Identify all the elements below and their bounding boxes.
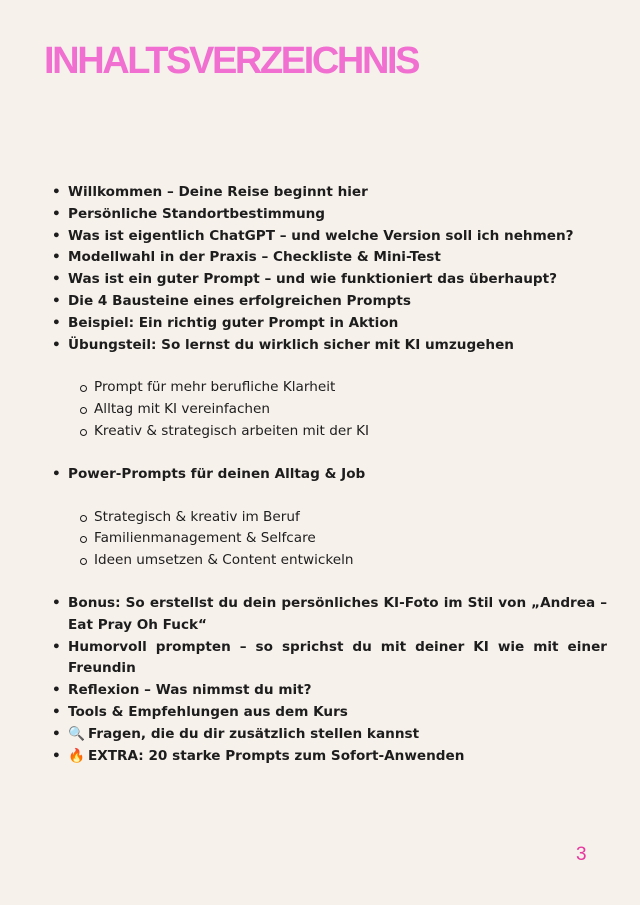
- toc-item-standortbestimmung: • Persönliche Standortbestimmung: [52, 204, 607, 226]
- toc-item-guter-prompt: • Was ist ein guter Prompt – und wie funktioniert das überhaupt?: [52, 269, 607, 291]
- toc-item-chatgpt-version: • Was ist eigentlich ChatGPT – und welche Version soll ich nehmen?: [52, 226, 607, 248]
- toc-item-modellwahl: • Modellwahl in der Praxis – Checkliste & Mini-Test: [52, 247, 607, 269]
- toc-subitem: Familienmanagement & Selfcare: [94, 528, 607, 550]
- toc-subitem: Prompt für mehr berufliche Klarheit: [94, 377, 607, 399]
- toc-subitem: Alltag mit KI vereinfachen: [94, 399, 607, 421]
- toc-item-uebungsteil: • Übungsteil: So lernst du wirklich sicher mit KI umzugehen: [52, 335, 607, 357]
- toc-item-extra: [52, 746, 607, 768]
- toc-item-fragen-label: Fragen, die du dir zusätzlich stellen kannst: [88, 725, 420, 742]
- page-number: 3: [576, 844, 587, 865]
- toc-item-beispiel: • Beispiel: Ein richtig guter Prompt in Aktion: [52, 313, 607, 335]
- toc-item-humorvoll: • Humorvoll prompten – so sprichst du mit deiner KI wie mit einer Freundin: [52, 637, 607, 681]
- magnifier-icon: 🔍: [68, 725, 85, 742]
- toc-item-willkommen: • Willkommen – Deine Reise beginnt hier: [52, 182, 607, 204]
- toc-item-fragen: [52, 724, 607, 746]
- table-of-contents: [52, 182, 607, 767]
- toc-subitem: Kreativ & strategisch arbeiten mit der KI: [94, 421, 607, 443]
- toc-subitem: Strategisch & kreativ im Beruf: [94, 507, 607, 529]
- toc-item-extra-label: EXTRA: 20 starke Prompts zum Sofort-Anwenden: [88, 747, 465, 764]
- toc-sublist-uebungsteil: [52, 377, 607, 442]
- toc-item-bausteine: • Die 4 Bausteine eines erfolgreichen Prompts: [52, 291, 607, 313]
- fire-icon: 🔥: [68, 747, 85, 764]
- toc-subitem: Ideen umsetzen & Content entwickeln: [94, 550, 607, 572]
- page-title: INHALTSVERZEICHNIS: [44, 40, 419, 82]
- toc-sublist-power-prompts: [52, 507, 607, 572]
- toc-item-bonus: • Bonus: So erstellst du dein persönliches KI-Foto im Stil von „Andrea – Eat Pray Oh Fuck“: [52, 593, 607, 637]
- toc-item-reflexion: • Reflexion – Was nimmst du mit?: [52, 680, 607, 702]
- toc-item-power-prompts: • Power-Prompts für deinen Alltag & Job: [52, 464, 607, 486]
- toc-item-tools: • Tools & Empfehlungen aus dem Kurs: [52, 702, 607, 724]
